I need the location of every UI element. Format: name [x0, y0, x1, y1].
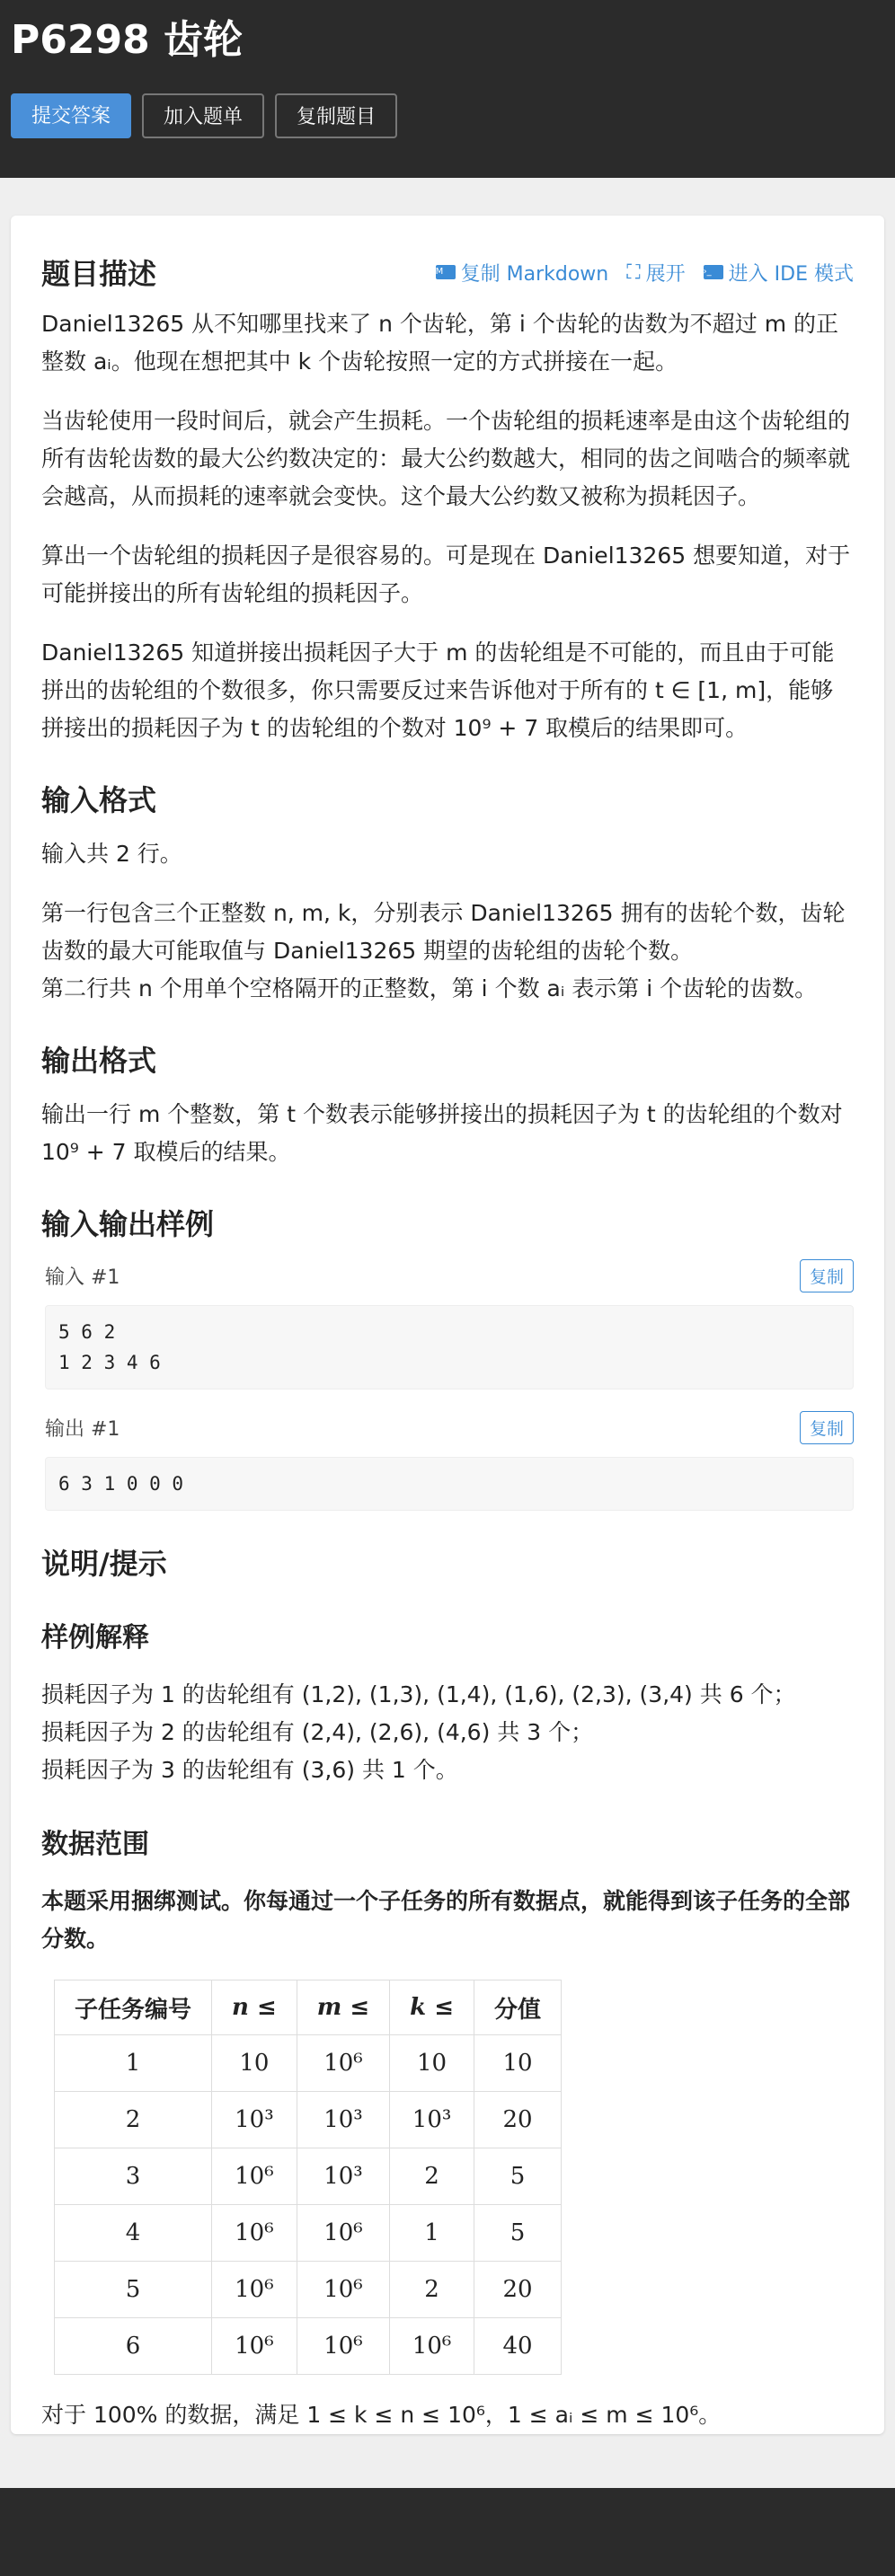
- input-format-first-line: 第一行包含三个正整数 n, m, k，分别表示 Daniel13265 拥有的齿轮个数，齿轮齿数的最大可能取值与 Daniel13265 期望的齿轮组的齿轮个数。: [41, 900, 846, 964]
- sample-input-code[interactable]: 5 6 2 1 2 3 4 6: [45, 1305, 854, 1389]
- table-cell: 10⁶: [390, 2318, 474, 2375]
- ide-mode-link[interactable]: [704, 259, 854, 287]
- table-row: [55, 2035, 562, 2092]
- table-cell: 10: [474, 2035, 561, 2092]
- table-cell: 3: [55, 2148, 212, 2205]
- expand-link[interactable]: [626, 259, 685, 287]
- add-to-list-button[interactable]: 加入题单: [142, 93, 264, 138]
- description-paragraph-4: Daniel13265 知道拼接出损耗因子大于 m 的齿轮组是不可能的，而且由于可能拼出的齿轮组的个数很多，你只需要反过来告诉他对于所有的 t ∈ [1, m]，能够拼接出的损耗因子为 t 的齿轮组的个数对 10⁹ + 7 取模后的结果即可。: [41, 640, 835, 741]
- expand-icon: ⛶: [626, 260, 641, 284]
- copy-output-button[interactable]: 复制: [800, 1411, 854, 1444]
- samples-heading: 输入输出样例: [41, 1207, 215, 1241]
- ide-mode-label: 进入 IDE 模式: [728, 262, 854, 286]
- hint-heading: 说明/提示: [41, 1547, 167, 1581]
- table-cell: 6: [55, 2318, 212, 2375]
- table-header-cell: 分值: [474, 1981, 561, 2035]
- table-cell: 10: [390, 2035, 474, 2092]
- table-cell: 10³: [390, 2092, 474, 2148]
- table-cell: 2: [55, 2092, 212, 2148]
- table-cell: 10⁶: [212, 2318, 297, 2375]
- table-cell: 10⁶: [297, 2262, 389, 2318]
- card-actions: [436, 259, 854, 287]
- table-row: [55, 2148, 562, 2205]
- input-format-heading: 输入格式: [41, 783, 157, 817]
- table-cell: 10⁶: [212, 2148, 297, 2205]
- expand-label: 展开: [645, 262, 686, 286]
- copy-markdown-label: 复制 Markdown: [460, 262, 609, 286]
- data-range-heading: 数据范围: [41, 1829, 149, 1860]
- copy-problem-button[interactable]: 复制题目: [275, 93, 397, 138]
- page-title: P6298 齿轮: [11, 17, 244, 63]
- table-cell: 2: [390, 2262, 474, 2318]
- input-format-line-count: 输入共 2 行。: [41, 841, 182, 867]
- explanation-line-3: 损耗因子为 3 的齿轮组有 (3,6) 共 1 个。: [41, 1757, 458, 1783]
- bundle-test-note: 本题采用捆绑测试。你每通过一个子任务的所有数据点，就能得到该子任务的全部分数。: [41, 1888, 851, 1952]
- page-header: [0, 0, 895, 178]
- sample-output-code[interactable]: 6 3 1 0 0 0: [45, 1457, 854, 1511]
- submit-answer-button[interactable]: 提交答案: [11, 93, 131, 138]
- table-header-cell: 子任务编号: [55, 1981, 212, 2035]
- table-cell: 5: [474, 2148, 561, 2205]
- explanation-line-2: 损耗因子为 2 的齿轮组有 (2,4), (2,6), (4,6) 共 3 个；: [41, 1719, 594, 1745]
- markdown-icon: M: [436, 265, 456, 279]
- table-cell: 40: [474, 2318, 561, 2375]
- sample-input-header: [45, 1259, 854, 1292]
- table-cell: 5: [474, 2205, 561, 2262]
- table-row: [55, 2092, 562, 2148]
- table-cell: 10: [212, 2035, 297, 2092]
- table-cell: 10⁶: [212, 2205, 297, 2262]
- table-cell: 10⁶: [297, 2318, 389, 2375]
- table-cell: 5: [55, 2262, 212, 2318]
- table-cell: 1: [55, 2035, 212, 2092]
- table-cell: 10⁶: [297, 2035, 389, 2092]
- constraints-summary: 对于 100% 的数据，满足 1 ≤ k ≤ n ≤ 10⁶，1 ≤ aᵢ ≤ m ≤ 10⁶。: [41, 2402, 722, 2428]
- table-row: [55, 2205, 562, 2262]
- card-header: [41, 251, 854, 293]
- table-row: [55, 2262, 562, 2318]
- page-footer: [0, 2488, 895, 2576]
- table-cell: 20: [474, 2092, 561, 2148]
- output-format-text: 输出一行 m 个整数，第 t 个数表示能够拼接出的损耗因子为 t 的齿轮组的个数对 10⁹ + 7 取模后的结果。: [41, 1101, 843, 1165]
- table-cell: 4: [55, 2205, 212, 2262]
- table-cell: 10³: [297, 2148, 389, 2205]
- sample-explanation-heading: 样例解释: [41, 1622, 149, 1654]
- table-cell: 10⁶: [212, 2262, 297, 2318]
- table-header-cell: m ≤: [297, 1981, 389, 2035]
- subtask-table: [54, 1980, 562, 2375]
- sample-output-label: 输出 #1: [45, 1418, 120, 1441]
- sample-output-header: [45, 1411, 854, 1444]
- explanation-line-1: 损耗因子为 1 的齿轮组有 (1,2), (1,3), (1,4), (1,6), (2,3), (3,4) 共 6 个；: [41, 1681, 796, 1707]
- table-header-cell: k ≤: [390, 1981, 474, 2035]
- input-format-second-line: 第二行共 n 个用单个空格隔开的正整数，第 i 个数 aᵢ 表示第 i 个齿轮的齿数。: [41, 975, 818, 1001]
- terminal-icon: ›_: [704, 265, 723, 279]
- subtask-table-body: [55, 2035, 562, 2375]
- output-format-heading: 输出格式: [41, 1044, 157, 1078]
- table-cell: 10⁶: [297, 2205, 389, 2262]
- table-cell: 10³: [297, 2092, 389, 2148]
- problem-card: [11, 216, 884, 2434]
- description-paragraph-1: Daniel13265 从不知哪里找来了 n 个齿轮，第 i 个齿轮的齿数为不超过 m 的正整数 aᵢ。他现在想把其中 k 个齿轮按照一定的方式拼接在一起。: [41, 311, 838, 375]
- table-cell: 10³: [212, 2092, 297, 2148]
- copy-input-button[interactable]: 复制: [800, 1259, 854, 1292]
- sample-input-label: 输入 #1: [45, 1266, 120, 1289]
- table-header-row: [55, 1981, 562, 2035]
- table-header-cell: n ≤: [212, 1981, 297, 2035]
- table-cell: 1: [390, 2205, 474, 2262]
- copy-markdown-link[interactable]: [436, 259, 609, 287]
- table-row: [55, 2318, 562, 2375]
- description-heading: 题目描述: [41, 257, 157, 291]
- description-paragraph-3: 算出一个齿轮组的损耗因子是很容易的。可是现在 Daniel13265 想要知道，对于可能拼接出的所有齿轮组的损耗因子。: [41, 543, 851, 606]
- table-cell: 2: [390, 2148, 474, 2205]
- header-button-row: [11, 93, 884, 138]
- table-cell: 20: [474, 2262, 561, 2318]
- description-paragraph-2: 当齿轮使用一段时间后，就会产生损耗。一个齿轮组的损耗速率是由这个齿轮组的所有齿轮齿数的最大公约数决定的：最大公约数越大，相同的齿之间啮合的频率就会越高，从而损耗的速率就会变快。这个最大公约数又被称为损耗因子。: [41, 408, 851, 509]
